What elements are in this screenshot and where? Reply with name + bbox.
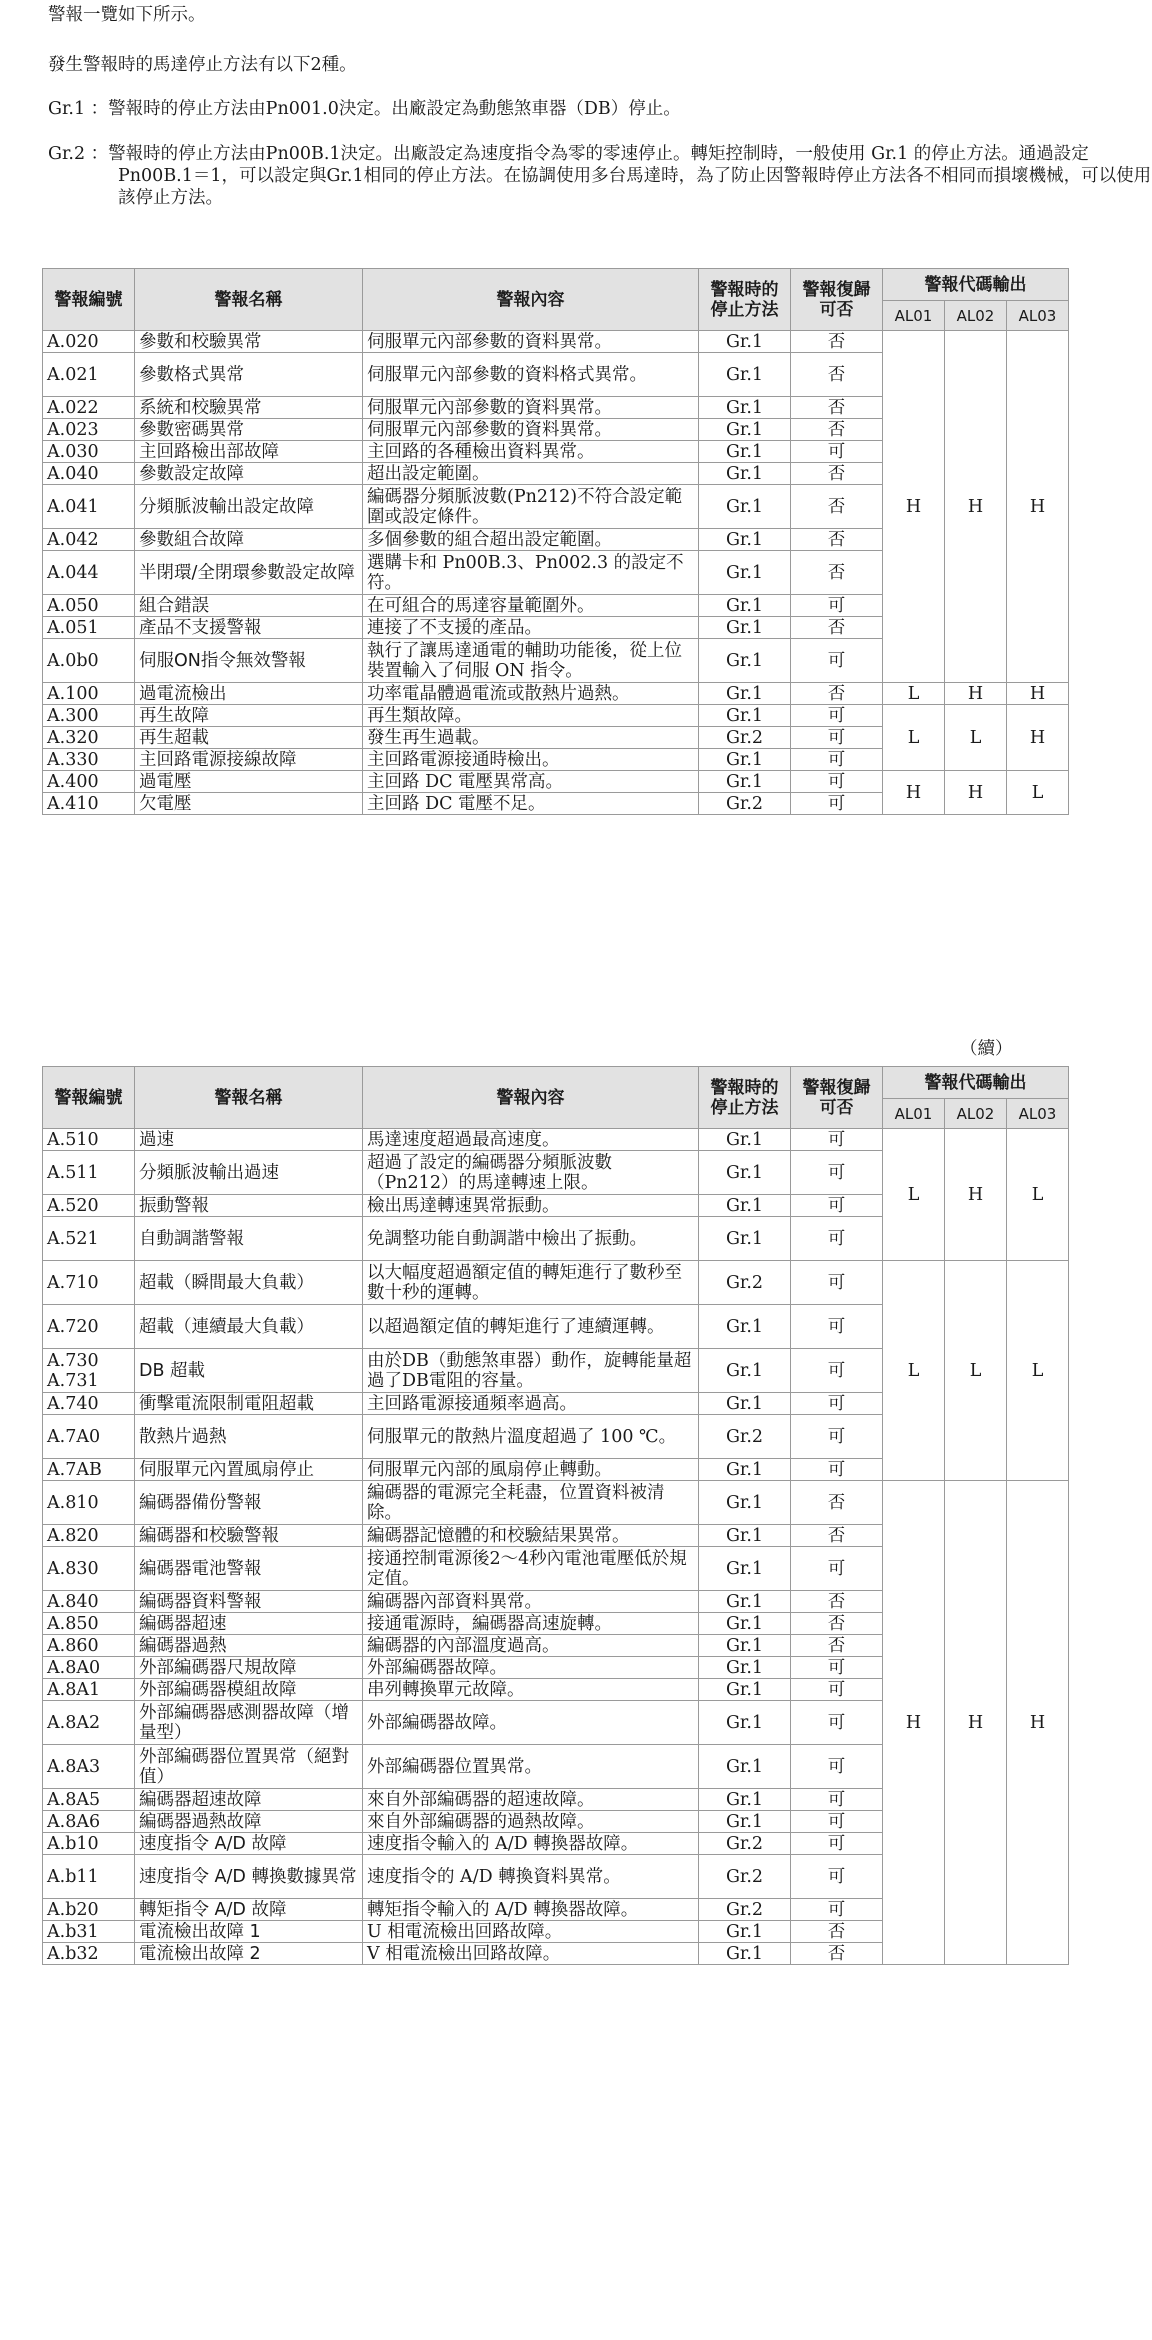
- alarm-reset: 可: [791, 727, 883, 749]
- alarm-name: 參數設定故障: [135, 463, 363, 485]
- alarm-stop-method: Gr.1: [699, 1129, 791, 1151]
- table-row: [43, 331, 1069, 353]
- alarm-name: 主回路電源接線故障: [135, 749, 363, 771]
- alarm-description: 來自外部編碼器的超速故障。: [363, 1789, 699, 1811]
- alarm-description: 外部編碼器位置異常。: [363, 1745, 699, 1789]
- alarm-description: 伺服單元內部參數的資料格式異常。: [363, 353, 699, 397]
- alarm-description: 伺服單元的散熱片溫度超過了 100 ℃。: [363, 1415, 699, 1459]
- alarm-stop-method: Gr.1: [699, 441, 791, 463]
- output-al02: L: [945, 705, 1007, 771]
- alarm-code: A.730 A.731: [43, 1349, 135, 1393]
- output-al02: H: [945, 1481, 1007, 1965]
- alarm-stop-method: Gr.2: [699, 1855, 791, 1899]
- alarm-code: A.710: [43, 1261, 135, 1305]
- alarm-reset: 否: [791, 463, 883, 485]
- output-al02: L: [945, 1261, 1007, 1481]
- alarm-stop-method: Gr.1: [699, 1393, 791, 1415]
- alarm-stop-method: Gr.1: [699, 1547, 791, 1591]
- output-al03: H: [1007, 705, 1069, 771]
- alarm-name: 再生超載: [135, 727, 363, 749]
- alarm-code: A.320: [43, 727, 135, 749]
- header-reset: 警報復歸可否: [791, 269, 883, 331]
- header-al02: AL02: [945, 1099, 1007, 1129]
- alarm-code: A.030: [43, 441, 135, 463]
- alarm-name: 外部編碼器模組故障: [135, 1679, 363, 1701]
- alarm-description: 伺服單元內部參數的資料異常。: [363, 331, 699, 353]
- alarm-code: A.8A6: [43, 1811, 135, 1833]
- header-code: 警報編號: [43, 1067, 135, 1129]
- alarm-reset: 可: [791, 1129, 883, 1151]
- header-al03: AL03: [1007, 1099, 1069, 1129]
- alarm-reset: 否: [791, 331, 883, 353]
- alarm-code: A.410: [43, 793, 135, 815]
- output-al01: L: [883, 705, 945, 771]
- alarm-description: 主回路 DC 電壓異常高。: [363, 771, 699, 793]
- output-al03: L: [1007, 1129, 1069, 1261]
- alarm-description: 主回路 DC 電壓不足。: [363, 793, 699, 815]
- alarm-name: 半閉環/全閉環參數設定故障: [135, 551, 363, 595]
- alarm-reset: 可: [791, 1899, 883, 1921]
- alarm-reset: 可: [791, 1701, 883, 1745]
- alarm-code: A.023: [43, 419, 135, 441]
- alarm-reset: 可: [791, 1789, 883, 1811]
- alarm-name: 組合錯誤: [135, 595, 363, 617]
- alarm-name: 參數密碼異常: [135, 419, 363, 441]
- alarm-description: 接通控制電源後2～4秒內電池電壓低於規定值。: [363, 1547, 699, 1591]
- output-al02: H: [945, 683, 1007, 705]
- alarm-name: 伺服ON指令無效警報: [135, 639, 363, 683]
- output-al02: H: [945, 331, 1007, 683]
- alarm-name: 產品不支援警報: [135, 617, 363, 639]
- header-reset: 警報復歸可否: [791, 1067, 883, 1129]
- alarm-name: 振動警報: [135, 1195, 363, 1217]
- alarm-description: 編碼器內部資料異常。: [363, 1591, 699, 1613]
- alarm-name: 速度指令 A/D 故障: [135, 1833, 363, 1855]
- alarm-code: A.041: [43, 485, 135, 529]
- alarm-description: 執行了讓馬達通電的輔助功能後，從上位裝置輸入了伺服 ON 指令。: [363, 639, 699, 683]
- alarm-description: 編碼器記憶體的和校驗結果異常。: [363, 1525, 699, 1547]
- alarm-code: A.b31: [43, 1921, 135, 1943]
- alarm-description: 再生類故障。: [363, 705, 699, 727]
- alarm-name: 編碼器資料警報: [135, 1591, 363, 1613]
- alarm-table-1: [42, 268, 1069, 815]
- alarm-name: 主回路檢出部故障: [135, 441, 363, 463]
- alarm-reset: 可: [791, 1679, 883, 1701]
- alarm-stop-method: Gr.2: [699, 1899, 791, 1921]
- alarm-name: 編碼器過熱故障: [135, 1811, 363, 1833]
- header-content: 警報內容: [363, 269, 699, 331]
- header-stop-method: 警報時的停止方法: [699, 1067, 791, 1129]
- alarm-reset: 可: [791, 1349, 883, 1393]
- alarm-description: 檢出馬達轉速異常振動。: [363, 1195, 699, 1217]
- alarm-code: A.8A2: [43, 1701, 135, 1745]
- alarm-description: V 相電流檢出回路故障。: [363, 1943, 699, 1965]
- alarm-stop-method: Gr.1: [699, 595, 791, 617]
- output-al03: L: [1007, 1261, 1069, 1481]
- alarm-name: 分頻脈波輸出設定故障: [135, 485, 363, 529]
- alarm-stop-method: Gr.2: [699, 727, 791, 749]
- alarm-reset: 否: [791, 419, 883, 441]
- alarm-code: A.520: [43, 1195, 135, 1217]
- alarm-description: 由於DB（動態煞車器）動作，旋轉能量超過了DB電阻的容量。: [363, 1349, 699, 1393]
- alarm-description: 接通電源時，編碼器高速旋轉。: [363, 1613, 699, 1635]
- alarm-reset: 否: [791, 1591, 883, 1613]
- alarm-description: 超出設定範圍。: [363, 463, 699, 485]
- alarm-code: A.021: [43, 353, 135, 397]
- header-stop-method: 警報時的停止方法: [699, 269, 791, 331]
- alarm-code: A.040: [43, 463, 135, 485]
- header-name: 警報名稱: [135, 269, 363, 331]
- alarm-stop-method: Gr.1: [699, 1789, 791, 1811]
- alarm-code: A.b20: [43, 1899, 135, 1921]
- alarm-description: 連接了不支援的產品。: [363, 617, 699, 639]
- alarm-stop-method: Gr.1: [699, 1657, 791, 1679]
- alarm-stop-method: Gr.1: [699, 529, 791, 551]
- alarm-code: A.8A1: [43, 1679, 135, 1701]
- alarm-name: 參數格式異常: [135, 353, 363, 397]
- alarm-code: A.7A0: [43, 1415, 135, 1459]
- alarm-name: 電流檢出故障 1: [135, 1921, 363, 1943]
- alarm-reset: 可: [791, 1855, 883, 1899]
- alarm-code: A.b11: [43, 1855, 135, 1899]
- alarm-stop-method: Gr.1: [699, 1679, 791, 1701]
- alarm-code: A.820: [43, 1525, 135, 1547]
- alarm-reset: 否: [791, 1525, 883, 1547]
- intro-line-1: 警報一覽如下所示。: [48, 5, 206, 25]
- alarm-description: 主回路的各種檢出資料異常。: [363, 441, 699, 463]
- alarm-reset: 可: [791, 1151, 883, 1195]
- alarm-stop-method: Gr.1: [699, 1459, 791, 1481]
- alarm-description: 在可組合的馬達容量範圍外。: [363, 595, 699, 617]
- alarm-reset: 可: [791, 1261, 883, 1305]
- alarm-stop-method: Gr.1: [699, 1305, 791, 1349]
- alarm-code: A.0b0: [43, 639, 135, 683]
- alarm-reset: 可: [791, 1657, 883, 1679]
- alarm-code: A.8A0: [43, 1657, 135, 1679]
- alarm-description: 轉矩指令輸入的 A/D 轉換器故障。: [363, 1899, 699, 1921]
- alarm-description: 選購卡和 Pn00B.3、Pn002.3 的設定不符。: [363, 551, 699, 595]
- alarm-description: 外部編碼器故障。: [363, 1701, 699, 1745]
- alarm-stop-method: Gr.1: [699, 1591, 791, 1613]
- header-al01: AL01: [883, 1099, 945, 1129]
- alarm-code: A.8A5: [43, 1789, 135, 1811]
- continued-label: （續）: [960, 1039, 1013, 1059]
- alarm-reset: 否: [791, 353, 883, 397]
- alarm-stop-method: Gr.1: [699, 1195, 791, 1217]
- alarm-reset: 否: [791, 485, 883, 529]
- alarm-stop-method: Gr.2: [699, 1261, 791, 1305]
- header-al01: AL01: [883, 301, 945, 331]
- alarm-name: 伺服單元內置風扇停止: [135, 1459, 363, 1481]
- alarm-name: 速度指令 A/D 轉換數據異常: [135, 1855, 363, 1899]
- alarm-name: 編碼器超速: [135, 1613, 363, 1635]
- alarm-name: 超載（連續最大負載）: [135, 1305, 363, 1349]
- alarm-name: 外部編碼器感測器故障（增量型）: [135, 1701, 363, 1745]
- alarm-description: 伺服單元內部的風扇停止轉動。: [363, 1459, 699, 1481]
- table-row: [43, 1481, 1069, 1525]
- alarm-description: 免調整功能自動調諧中檢出了振動。: [363, 1217, 699, 1261]
- alarm-code: A.022: [43, 397, 135, 419]
- output-al01: H: [883, 771, 945, 815]
- alarm-reset: 可: [791, 1459, 883, 1481]
- alarm-description: 編碼器的內部溫度過高。: [363, 1635, 699, 1657]
- alarm-description: 馬達速度超過最高速度。: [363, 1129, 699, 1151]
- alarm-stop-method: Gr.1: [699, 1349, 791, 1393]
- output-al03: H: [1007, 683, 1069, 705]
- alarm-stop-method: Gr.1: [699, 1217, 791, 1261]
- intro-line-4: Gr.2 ：警報時的停止方法由Pn00B.1決定。出廠設定為速度指令為零的零速停止。轉矩控制時，一般使用 Gr.1 的停止方法。通過設定Pn00B.1＝1，可以設定與Gr.1相同的停止方法。在協調使用多台馬達時，為了防止因警報時停止方法各不相同而損壞機械，可以使用該停止方法。: [48, 144, 1152, 208]
- header-code: 警報編號: [43, 269, 135, 331]
- alarm-reset: 否: [791, 1921, 883, 1943]
- alarm-description: 外部編碼器故障。: [363, 1657, 699, 1679]
- alarm-code: A.510: [43, 1129, 135, 1151]
- table-row: [43, 705, 1069, 727]
- alarm-name: 過速: [135, 1129, 363, 1151]
- alarm-description: 以超過額定值的轉矩進行了連續運轉。: [363, 1305, 699, 1349]
- alarm-name: 超載（瞬間最大負載）: [135, 1261, 363, 1305]
- output-al01: L: [883, 683, 945, 705]
- alarm-stop-method: Gr.2: [699, 1833, 791, 1855]
- alarm-reset: 否: [791, 617, 883, 639]
- alarm-name: 外部編碼器位置異常（絕對值）: [135, 1745, 363, 1789]
- header-output: 警報代碼輸出: [883, 269, 1069, 301]
- alarm-stop-method: Gr.1: [699, 771, 791, 793]
- alarm-code: A.8A3: [43, 1745, 135, 1789]
- output-al03: L: [1007, 771, 1069, 815]
- alarm-name: 分頻脈波輸出過速: [135, 1151, 363, 1195]
- alarm-code: A.400: [43, 771, 135, 793]
- alarm-description: 來自外部編碼器的過熱故障。: [363, 1811, 699, 1833]
- alarm-code: A.720: [43, 1305, 135, 1349]
- alarm-stop-method: Gr.1: [699, 1635, 791, 1657]
- output-al03: H: [1007, 331, 1069, 683]
- alarm-stop-method: Gr.1: [699, 1811, 791, 1833]
- alarm-stop-method: Gr.1: [699, 749, 791, 771]
- alarm-description: 多個參數的組合超出設定範圍。: [363, 529, 699, 551]
- alarm-description: 以大幅度超過額定值的轉矩進行了數秒至數十秒的運轉。: [363, 1261, 699, 1305]
- alarm-description: 發生再生過載。: [363, 727, 699, 749]
- alarm-stop-method: Gr.1: [699, 1481, 791, 1525]
- alarm-name: 電流檢出故障 2: [135, 1943, 363, 1965]
- alarm-reset: 可: [791, 771, 883, 793]
- alarm-reset: 可: [791, 1833, 883, 1855]
- alarm-stop-method: Gr.2: [699, 1415, 791, 1459]
- alarm-description: 伺服單元內部參數的資料異常。: [363, 419, 699, 441]
- alarm-code: A.020: [43, 331, 135, 353]
- alarm-stop-method: Gr.1: [699, 397, 791, 419]
- alarm-stop-method: Gr.1: [699, 1943, 791, 1965]
- alarm-code: A.b10: [43, 1833, 135, 1855]
- alarm-description: 主回路電源接通頻率過高。: [363, 1393, 699, 1415]
- output-al01: H: [883, 331, 945, 683]
- output-al02: H: [945, 1129, 1007, 1261]
- alarm-description: 串列轉換單元故障。: [363, 1679, 699, 1701]
- alarm-code: A.511: [43, 1151, 135, 1195]
- alarm-stop-method: Gr.1: [699, 1701, 791, 1745]
- alarm-reset: 否: [791, 1943, 883, 1965]
- alarm-reset: 可: [791, 793, 883, 815]
- alarm-reset: 可: [791, 441, 883, 463]
- alarm-stop-method: Gr.1: [699, 705, 791, 727]
- alarm-code: A.330: [43, 749, 135, 771]
- alarm-name: 過電流檢出: [135, 683, 363, 705]
- output-al01: L: [883, 1129, 945, 1261]
- alarm-description: 主回路電源接通時檢出。: [363, 749, 699, 771]
- alarm-code: A.044: [43, 551, 135, 595]
- header-al03: AL03: [1007, 301, 1069, 331]
- alarm-stop-method: Gr.1: [699, 419, 791, 441]
- header-content: 警報內容: [363, 1067, 699, 1129]
- alarm-reset: 可: [791, 1393, 883, 1415]
- alarm-name: 參數組合故障: [135, 529, 363, 551]
- alarm-name: 參數和校驗異常: [135, 331, 363, 353]
- alarm-stop-method: Gr.1: [699, 1613, 791, 1635]
- output-al01: H: [883, 1481, 945, 1965]
- alarm-code: A.b32: [43, 1943, 135, 1965]
- output-al03: H: [1007, 1481, 1069, 1965]
- alarm-stop-method: Gr.1: [699, 331, 791, 353]
- alarm-stop-method: Gr.1: [699, 639, 791, 683]
- alarm-reset: 否: [791, 529, 883, 551]
- alarm-name: 系統和校驗異常: [135, 397, 363, 419]
- alarm-name: DB 超載: [135, 1349, 363, 1393]
- table-row: [43, 683, 1069, 705]
- alarm-stop-method: Gr.1: [699, 683, 791, 705]
- alarm-stop-method: Gr.1: [699, 1525, 791, 1547]
- alarm-code: A.521: [43, 1217, 135, 1261]
- alarm-code: A.840: [43, 1591, 135, 1613]
- alarm-reset: 可: [791, 595, 883, 617]
- alarm-name: 散熱片過熱: [135, 1415, 363, 1459]
- alarm-description: 速度指令輸入的 A/D 轉換器故障。: [363, 1833, 699, 1855]
- header-name: 警報名稱: [135, 1067, 363, 1129]
- alarm-reset: 可: [791, 749, 883, 771]
- table-row: [43, 1261, 1069, 1305]
- table-row: [43, 1129, 1069, 1151]
- alarm-stop-method: Gr.1: [699, 485, 791, 529]
- alarm-code: A.051: [43, 617, 135, 639]
- alarm-name: 自動調諧警報: [135, 1217, 363, 1261]
- alarm-name: 過電壓: [135, 771, 363, 793]
- alarm-code: A.810: [43, 1481, 135, 1525]
- alarm-code: A.830: [43, 1547, 135, 1591]
- alarm-reset: 可: [791, 1305, 883, 1349]
- alarm-code: A.860: [43, 1635, 135, 1657]
- alarm-code: A.050: [43, 595, 135, 617]
- alarm-description: 超過了設定的編碼器分頻脈波數（Pn212）的馬達轉速上限。: [363, 1151, 699, 1195]
- alarm-code: A.100: [43, 683, 135, 705]
- alarm-reset: 否: [791, 551, 883, 595]
- alarm-reset: 可: [791, 1745, 883, 1789]
- alarm-name: 衝擊電流限制電阻超載: [135, 1393, 363, 1415]
- alarm-reset: 否: [791, 1635, 883, 1657]
- alarm-reset: 可: [791, 1811, 883, 1833]
- alarm-reset: 可: [791, 639, 883, 683]
- alarm-description: 編碼器分頻脈波數(Pn212)不符合設定範圍或設定條件。: [363, 485, 699, 529]
- alarm-code: A.042: [43, 529, 135, 551]
- alarm-code: A.850: [43, 1613, 135, 1635]
- intro-line-2: 發生警報時的馬達停止方法有以下2種。: [48, 55, 357, 75]
- alarm-table-2: [42, 1066, 1069, 1965]
- alarm-name: 編碼器電池警報: [135, 1547, 363, 1591]
- alarm-reset: 否: [791, 1481, 883, 1525]
- alarm-name: 編碼器超速故障: [135, 1789, 363, 1811]
- output-al01: L: [883, 1261, 945, 1481]
- alarm-stop-method: Gr.1: [699, 1921, 791, 1943]
- alarm-stop-method: Gr.2: [699, 793, 791, 815]
- alarm-code: A.740: [43, 1393, 135, 1415]
- alarm-description: 編碼器的電源完全耗盡，位置資料被清除。: [363, 1481, 699, 1525]
- header-al02: AL02: [945, 301, 1007, 331]
- alarm-name: 外部編碼器尺規故障: [135, 1657, 363, 1679]
- alarm-name: 編碼器過熱: [135, 1635, 363, 1657]
- header-output: 警報代碼輸出: [883, 1067, 1069, 1099]
- alarm-name: 轉矩指令 A/D 故障: [135, 1899, 363, 1921]
- alarm-reset: 可: [791, 705, 883, 727]
- alarm-name: 編碼器和校驗警報: [135, 1525, 363, 1547]
- alarm-reset: 可: [791, 1547, 883, 1591]
- alarm-description: 功率電晶體過電流或散熱片過熱。: [363, 683, 699, 705]
- intro-line-3: Gr.1 ：警報時的停止方法由Pn001.0決定。出廠設定為動態煞車器（DB）停止。: [48, 99, 681, 119]
- alarm-reset: 可: [791, 1217, 883, 1261]
- alarm-reset: 否: [791, 683, 883, 705]
- alarm-stop-method: Gr.1: [699, 463, 791, 485]
- alarm-reset: 可: [791, 1415, 883, 1459]
- alarm-reset: 否: [791, 1613, 883, 1635]
- alarm-stop-method: Gr.1: [699, 1151, 791, 1195]
- alarm-stop-method: Gr.1: [699, 1745, 791, 1789]
- alarm-name: 編碼器備份警報: [135, 1481, 363, 1525]
- alarm-stop-method: Gr.1: [699, 617, 791, 639]
- alarm-code: A.7AB: [43, 1459, 135, 1481]
- alarm-name: 再生故障: [135, 705, 363, 727]
- alarm-reset: 可: [791, 1195, 883, 1217]
- table-row: [43, 771, 1069, 793]
- alarm-stop-method: Gr.1: [699, 353, 791, 397]
- alarm-description: 伺服單元內部參數的資料異常。: [363, 397, 699, 419]
- alarm-name: 欠電壓: [135, 793, 363, 815]
- output-al02: H: [945, 771, 1007, 815]
- alarm-stop-method: Gr.1: [699, 551, 791, 595]
- alarm-code: A.300: [43, 705, 135, 727]
- alarm-description: U 相電流檢出回路故障。: [363, 1921, 699, 1943]
- alarm-reset: 否: [791, 397, 883, 419]
- alarm-description: 速度指令的 A/D 轉換資料異常。: [363, 1855, 699, 1899]
